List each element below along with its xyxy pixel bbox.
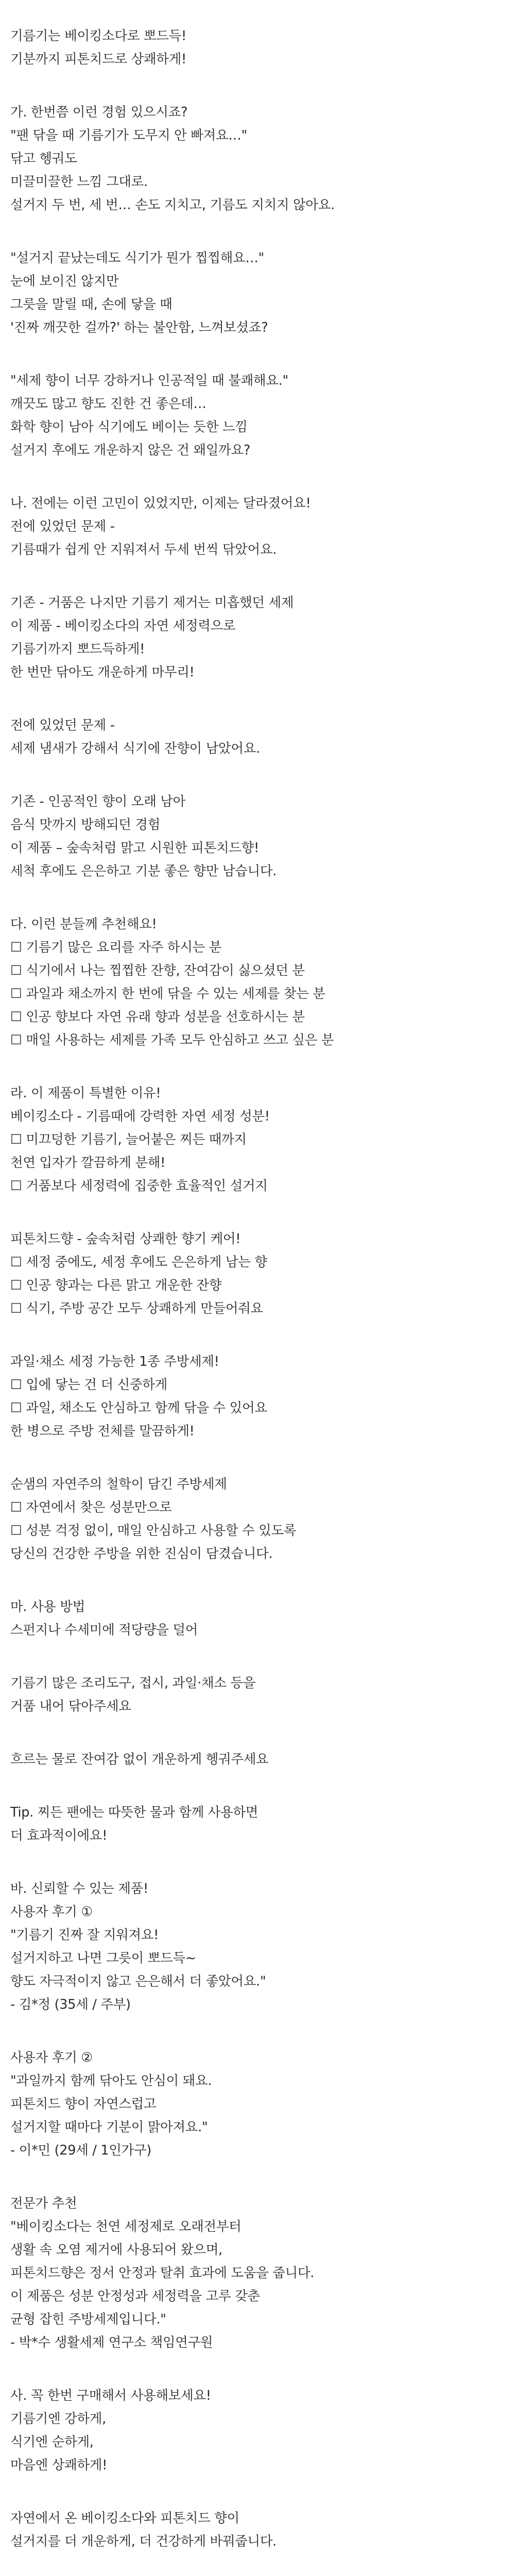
text-line: 천연 입자가 깔끔하게 분해! xyxy=(10,1155,166,1171)
text-block xyxy=(10,1877,505,2016)
text-line: ☐ 거품보다 세정력에 집중한 효율적인 설거지 xyxy=(10,1178,268,1194)
text-block xyxy=(10,1596,505,1642)
text-line: 균형 잡힌 주방세제입니다." xyxy=(10,2312,166,2327)
text-line: 식기엔 순하게, xyxy=(10,2434,94,2450)
text-line: "베이킹소다는 천연 세정제로 오래전부터 xyxy=(10,2219,242,2234)
text-block xyxy=(10,1672,505,1718)
text-line: "팬 닦을 때 기름기가 도무지 안 빠져요…" xyxy=(10,128,247,143)
text-line: 다. 이런 분들께 추천해요! xyxy=(10,917,157,932)
text-block xyxy=(10,2192,505,2354)
text-line: 전문가 추천 xyxy=(10,2196,77,2211)
text-block xyxy=(10,1748,505,1771)
text-block xyxy=(10,247,505,340)
text-line: 기존 - 거품은 나지만 기름기 제거는 미흡했던 세제 xyxy=(10,595,294,611)
text-line: 기존 - 인공적인 향이 오래 남아 xyxy=(10,794,185,809)
text-block xyxy=(10,790,505,883)
text-line: ☐ 과일과 채소까지 한 번에 닦을 수 있는 세제를 찾는 분 xyxy=(10,986,325,1002)
text-block xyxy=(10,1473,505,1566)
text-line: 설거지하고 나면 그릇이 뽀드득~ xyxy=(10,1951,196,1966)
text-line: "기름기 진짜 잘 지워져요! xyxy=(10,1927,159,1943)
text-line: "세제 향이 너무 강하거나 인공적일 때 불쾌해요." xyxy=(10,373,288,388)
text-block xyxy=(10,714,505,760)
text-block xyxy=(10,492,505,562)
text-line: ☐ 인공 향과는 다른 맑고 개운한 잔향 xyxy=(10,1278,222,1293)
text-block xyxy=(10,1801,505,1848)
text-line: 닦고 헹궈도 xyxy=(10,151,77,166)
text-block xyxy=(10,1228,505,1320)
text-line: ☐ 기름기 많은 요리를 자주 하시는 분 xyxy=(10,940,222,955)
text-line: ☐ 미끄덩한 기름기, 늘어붙은 찌든 때까지 xyxy=(10,1132,247,1147)
text-line: 기름기 많은 조리도구, 접시, 과일·채소 등을 xyxy=(10,1675,256,1691)
text-line: 설거지 후에도 개운하지 않은 건 왜일까요? xyxy=(10,443,250,458)
text-line: 라. 이 제품이 특별한 이유! xyxy=(10,1086,161,1101)
text-line: 이 제품은 성분 안정성과 세정력을 고루 갖춘 xyxy=(10,2289,260,2304)
text-line: 향도 자극적이지 않고 은은해서 더 좋았어요." xyxy=(10,1974,266,1989)
text-line: ☐ 입에 닿는 건 더 신중하게 xyxy=(10,1377,167,1393)
text-line: 기분까지 피톤치드로 상쾌하게! xyxy=(10,52,186,67)
text-block xyxy=(10,25,505,71)
text-line: 피톤치드 향이 자연스럽고 xyxy=(10,2096,157,2112)
text-line: 사용자 후기 ② xyxy=(10,2050,93,2065)
text-line: 베이킹소다 - 기름때에 강력한 자연 세정 성분! xyxy=(10,1109,270,1124)
text-line: 세제 냄새가 강해서 식기에 잔향이 남았어요. xyxy=(10,741,260,756)
text-line: ☐ 성분 걱정 없이, 매일 안심하고 사용할 수 있도록 xyxy=(10,1523,297,1538)
text-line: 더 효과적이에요! xyxy=(10,1828,108,1843)
text-line: 피톤치드향은 정서 안정과 탈취 효과에 도움을 줍니다. xyxy=(10,2265,314,2281)
text-line: 나. 전에는 이런 고민이 있었지만, 이제는 달라졌어요! xyxy=(10,496,311,511)
text-block xyxy=(10,2507,505,2553)
text-line: 기름기엔 강하게, xyxy=(10,2411,106,2427)
text-line: 흐르는 물로 잔여감 없이 개운하게 헹궈주세요 xyxy=(10,1752,269,1767)
text-line: 가. 한번쯤 이런 경험 있으시죠? xyxy=(10,105,188,120)
text-line: - 이*민 (29세 / 1인가구) xyxy=(10,2143,151,2158)
text-line: 기름기는 베이킹소다로 뽀드득! xyxy=(10,28,186,44)
text-line: 이 제품 – 숲속처럼 맑고 시원한 피톤치드향! xyxy=(10,840,259,856)
text-line: 기름때가 쉽게 안 지워져서 두세 번씩 닦았어요. xyxy=(10,542,277,557)
text-line: 마음엔 상쾌하게! xyxy=(10,2458,108,2473)
text-line: 설거지를 더 개운하게, 더 건강하게 바꿔줍니다. xyxy=(10,2534,277,2549)
text-line: 당신의 건강한 주방을 위한 진심이 담겼습니다. xyxy=(10,1546,273,1562)
text-line: 바. 신뢰할 수 있는 제품! xyxy=(10,1881,148,1896)
text-line: 과일·채소 세정 가능한 1종 주방세제! xyxy=(10,1354,219,1369)
text-line: 사. 꼭 한번 구매해서 사용해보세요! xyxy=(10,2388,211,2403)
text-line: 사용자 후기 ① xyxy=(10,1904,93,1920)
text-line: "과일까지 함께 닦아도 안심이 돼요. xyxy=(10,2073,212,2089)
text-line: 전에 있었던 문제 - xyxy=(10,718,115,733)
text-block xyxy=(10,2384,505,2477)
text-line: 생활 속 오염 제거에 사용되어 왔으며, xyxy=(10,2242,222,2258)
text-line: ☐ 과일, 채소도 안심하고 함께 닦을 수 있어요 xyxy=(10,1400,267,1416)
text-line: ☐ 식기, 주방 공간 모두 상쾌하게 만들어줘요 xyxy=(10,1301,263,1316)
text-block xyxy=(10,1082,505,1198)
text-block xyxy=(10,369,505,462)
text-line: 화학 향이 남아 식기에도 베이는 듯한 느낌 xyxy=(10,419,248,435)
text-line: '진짜 깨끗한 걸까?' 하는 불안함, 느껴보셨죠? xyxy=(10,320,268,335)
text-line: 그릇을 말릴 때, 손에 닿을 때 xyxy=(10,297,173,312)
text-line: - 박*수 생활세제 연구소 책임연구원 xyxy=(10,2335,213,2350)
text-line: 깨끗도 많고 향도 진한 건 좋은데… xyxy=(10,396,207,412)
text-line: 미끌미끌한 느낌 그대로. xyxy=(10,174,148,190)
text-line: 한 병으로 주방 전체를 말끔하게! xyxy=(10,1423,195,1439)
text-line: 순샘의 자연주의 철학이 담긴 주방세제 xyxy=(10,1477,227,1492)
text-line: 설거지 두 번, 세 번… 손도 지치고, 기름도 지치지 않아요. xyxy=(10,197,335,213)
text-line: 설거지할 때마다 기분이 맑아져요." xyxy=(10,2120,208,2135)
text-line: 눈에 보이진 않지만 xyxy=(10,274,119,289)
text-block xyxy=(10,1350,505,1443)
text-line: 자연에서 온 베이킹소다와 피톤치드 향이 xyxy=(10,2511,239,2526)
text-line: 마. 사용 방법 xyxy=(10,1599,85,1615)
text-line: ☐ 자연에서 찾은 성분만으로 xyxy=(10,1500,172,1515)
text-line: 피톤치드향 - 숲속처럼 상쾌한 향기 케어! xyxy=(10,1231,241,1247)
text-line: 스펀지나 수세미에 적당량을 덜어 xyxy=(10,1622,198,1638)
text-line: 기름기까지 뽀드득하게! xyxy=(10,641,145,657)
text-line: ☐ 매일 사용하는 세제를 가족 모두 안심하고 쓰고 싶은 분 xyxy=(10,1032,334,1048)
text-line: ☐ 식기에서 나는 찝찝한 잔향, 잔여감이 싫으셨던 분 xyxy=(10,963,305,978)
text-line: 전에 있었던 문제 - xyxy=(10,519,115,534)
text-line: "설거지 끝났는데도 식기가 뭔가 찝찝해요…" xyxy=(10,250,264,266)
text-line: 세척 후에도 은은하고 기분 좋은 향만 남습니다. xyxy=(10,863,277,879)
text-line: - 김*정 (35세 / 주부) xyxy=(10,1997,131,2012)
text-block xyxy=(10,2046,505,2162)
text-line: 거품 내어 닦아주세요 xyxy=(10,1699,131,1714)
text-line: 이 제품 - 베이킹소다의 자연 세정력으로 xyxy=(10,618,236,634)
text-line: 음식 맛까지 방해되던 경험 xyxy=(10,817,161,833)
text-block xyxy=(10,591,505,684)
text-block xyxy=(10,101,505,217)
text-line: 한 번만 닦아도 개운하게 마무리! xyxy=(10,665,195,680)
text-line: Tip. 찌든 팬에는 따뜻한 물과 함께 사용하면 xyxy=(10,1805,259,1820)
text-line: ☐ 인공 향보다 자연 유래 향과 성분을 선호하시는 분 xyxy=(10,1009,305,1025)
text-line: ☐ 세정 중에도, 세정 후에도 은은하게 남는 향 xyxy=(10,1255,267,1270)
text-block xyxy=(10,913,505,1052)
